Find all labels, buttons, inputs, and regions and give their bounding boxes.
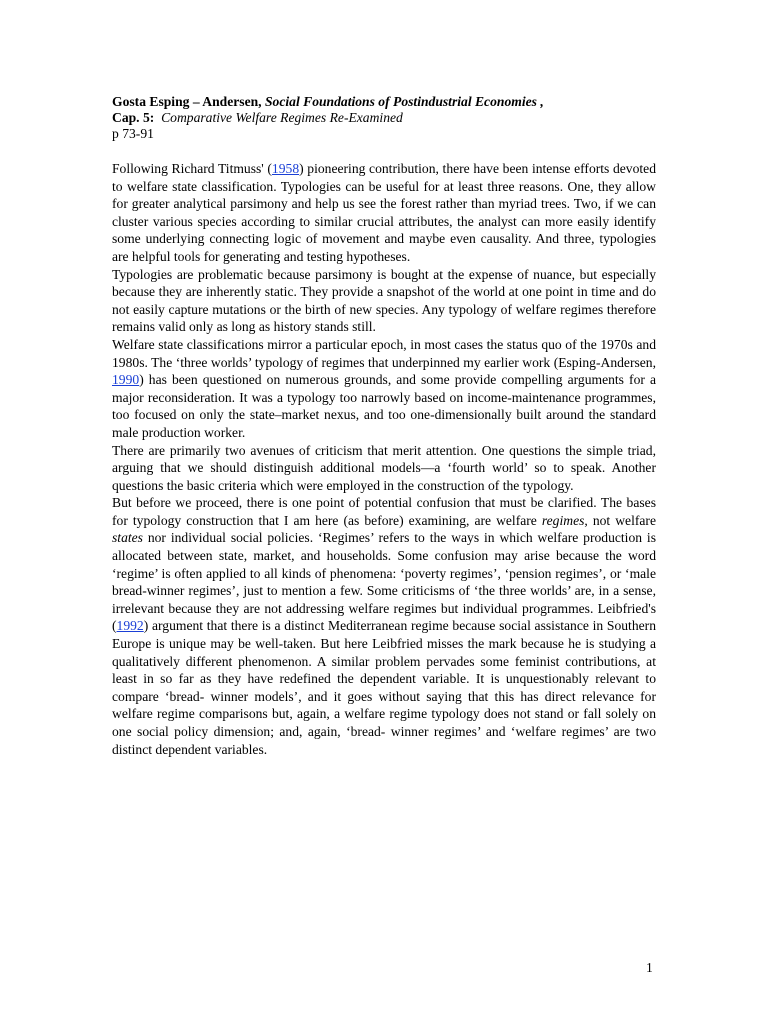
paragraph-1-text-a: Following Richard Titmuss' ( — [112, 161, 272, 176]
header-line-2 — [112, 110, 656, 126]
paragraph-5 — [112, 494, 656, 758]
body-text — [112, 160, 656, 758]
paragraph-4: There are primarily two avenues of criticism that merit attention. One questions the simple triad, arguing that we should distinguish additional models—a ‘fourth world’ so to speak. Another questions the basic criteria which were employed in the construction of the typology. — [112, 442, 656, 493]
page-number: 1 — [646, 960, 653, 975]
citation-header — [112, 94, 656, 142]
book-title: Social Foundations of Postindustrial Economies , — [264, 94, 544, 109]
paragraph-5-text-c: nor individual social policies. ‘Regimes’ refers to the ways in which welfare production is allocated between state, market, and households. Some confusion may arise because the word ‘regime’ is often applied to all kinds of phenomena: ‘poverty regimes’, ‘pension regimes’, or ‘male bread-winner regimes’, just to mention a few. Some criticisms of ‘the three worlds’ are, in a sense, irrelevant because they are not addressing welfare regimes but individual programmes. Leibfried's ( — [112, 530, 656, 634]
paragraph-3-text-b: ) has been questioned on numerous grounds, and some provide compelling arguments for a major reconsideration. It was a typology too narrowly based on income-maintenance programmes, too focused on only the state–market nexus, and too one-dimensionally built around the standard male production worker. — [112, 372, 656, 440]
paragraph-1 — [112, 160, 656, 266]
paragraph-1-text-b: ) pioneering contribution, there have been intense efforts devoted to welfare state classification. Typologies can be useful for at least three reasons. One, they allow for greater analytical parsimony and help us see the forest rather than myriad trees. Two, if we can cluster various species according to similar crucial attributes, the analyst can more easily identify some underlying connecting logic of movement and maybe even causality. And three, typologies are helpful tools for generating and testing hypotheses. — [112, 161, 657, 264]
document-page — [112, 94, 656, 758]
paragraph-5-text-a: But before we proceed, there is one point of potential confusion that must be clarified. The bases for typology construction that I am here (as before) examining, are welfare — [112, 495, 656, 528]
citation-link-1990[interactable]: 1990 — [112, 372, 140, 388]
chapter-title: Comparative Welfare Regimes Re-Examined — [161, 110, 403, 125]
emphasis-regimes: regimes — [541, 512, 585, 528]
paragraph-2: Typologies are problematic because parsimony is bought at the expense of nuance, but especially because they are inherently static. They provide a snapshot of the world at one point in time and do not easily capture mutations or the birth of new species. Any typology of welfare regimes therefore remains valid only as long as history stands still. — [112, 266, 656, 335]
paragraph-3 — [112, 336, 656, 442]
emphasis-states: states — [112, 530, 143, 546]
citation-link-1958[interactable]: 1958 — [271, 161, 300, 176]
header-line-1 — [112, 94, 656, 110]
paragraph-5-text-b: , not welfare — [584, 512, 656, 528]
paragraph-3-text-a: Welfare state classifications mirror a particular epoch, in most cases the status quo of the 1970s and 1980s. The ‘three worlds’ typology of regimes that underpinned my earlier work (Esping-Andersen, — [112, 336, 656, 370]
citation-link-1992[interactable]: 1992 — [116, 618, 144, 634]
chapter-label: Cap. 5: — [112, 110, 155, 125]
paragraph-5-text-d: ) argument that there is a distinct Mediterranean regime because social assistance in Southern Europe is unique may be well-taken. But here Leibfried misses the mark because he is studying a qualitatively different phenomenon. A similar problem pervades some feminist contributions, at least in so far as they have redefined the dependent variable. It is unquestionably relevant to compare ‘bread- winner models’, and it goes without saying that this has direct relevance for welfare regime comparisons but, again, a welfare regime typology does not stand or fall solely on one social policy dimension; and, again, ‘bread- winner regimes’ and ‘welfare regimes’ are two distinct dependent variables. — [112, 618, 656, 757]
author-name: Gosta Esping – Andersen, — [112, 94, 262, 109]
page-range: p 73-91 — [112, 126, 154, 141]
